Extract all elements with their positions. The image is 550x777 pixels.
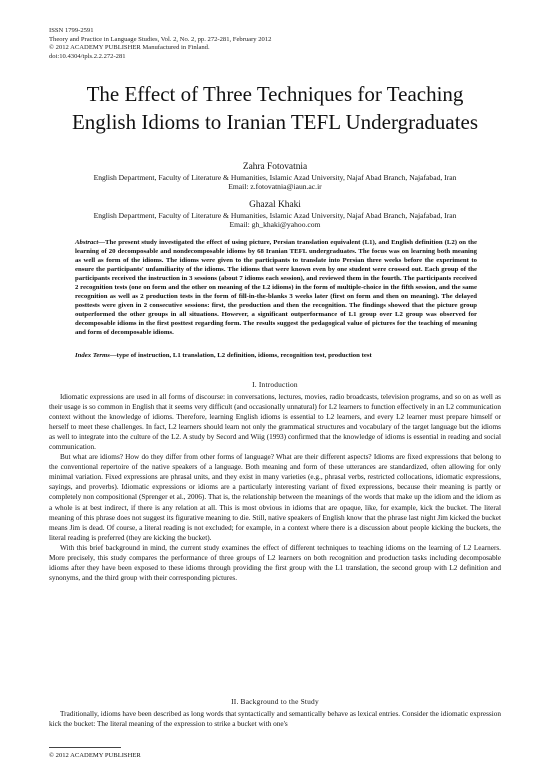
author-name: Zahra Fotovatnia <box>242 162 308 172</box>
author-email: Email: gh_khaki@yahoo.com <box>229 220 321 230</box>
author-block <box>30 161 520 192</box>
section-body <box>49 709 501 729</box>
author-affiliation: English Department, Faculty of Literature & Humanities, Islamic Azad University, Najaf Abad Branch, Najafabad, Iran <box>93 211 457 220</box>
doi: doi:10.4304/tpls.2.2.272-281 <box>49 52 126 60</box>
paragraph: Traditionally, idioms have been described as long words that syntactically and semantically behave as lexical entries. Consider the idiomatic expression kick the bucket: The literal meaning of the expression to strike a bucket with one's <box>49 710 501 729</box>
author-email: Email: z.fotovatnia@iaun.ac.ir <box>228 182 322 192</box>
journal-citation: Theory and Practice in Language Studies, Vol. 2, No. 2, pp. 272-281, February 2012 <box>49 35 272 43</box>
title-line-2: English Idioms to Iranian TEFL Undergraduates <box>71 110 479 134</box>
copyright-line: © 2012 ACADEMY PUBLISHER Manufactured in Finland. <box>49 44 210 52</box>
paragraph: With this brief background in mind, the current study examines the effect of different techniques to teaching idioms on the learning of L2 Learners. More precisely, this study compares the performance of three groups of L2 learners on both recognition and production tasks including decomposable idioms after they have been exposed to these idioms through providing the first group with the L1 translation, the second group with L2 definition and synonyms, and the third group with their corresponding pictures. <box>49 543 501 582</box>
issn: ISSN 1799-2591 <box>49 27 94 34</box>
index-terms-text: —type of instruction, L1 translation, L2 definition, idioms, recognition test, production test <box>109 352 372 359</box>
index-terms <box>75 351 477 360</box>
author-name: Ghazal Khaki <box>249 200 301 210</box>
abstract-label: Abstract <box>75 239 99 246</box>
index-terms-label: Index Terms <box>75 352 110 359</box>
paragraph: But what are idioms? How do they differ from other forms of language? What are their different aspects? Idioms are fixed expressions that belong to the conventional repertoire of the native speakers of a language. Both meaning and form of these utterances are standardized, often allowing for only minimal variation. Fixed expressions are phrasal units, and they exist in many varieties (e.g., phrasal verbs, restricted collocations, idiomatic expressions, sayings, and proverbs). Idiomatic expressions or idioms are a particularly interesting variant of fixed expressions, because their meaning is partly or completely non compositional (Sprenger et al., 2006). That is, the relationship between the meanings of the words that make up the idiom and the idiom as a whole is at best indirect, if there is any relation at all. This is most obvious in idioms that are opaque, like, for example, kick the bucket. The literal meaning of this phrase does not suggest its figurative meaning to die. Still, native speakers of English know that the phrase last night Jim kicked the bucket means Jim is dead. Of course, a literal reading is not excluded; for example, in a context where there is a discussion about people kicking the buckets, the literal reading is preferred (they are kicking the bucket). <box>49 453 501 542</box>
abstract-text: —The present study investigated the effect of using picture, Persian translation equivalent (L1), and English definition (L2) on the learning of 20 decomposable and nondecomposable idioms by 68 Iranian TEFL undergraduates. The focus was on learning both meaning as well as form of the idioms. The idioms were given to the participants to translate into Persian three weeks before the experiment to ensure the participants' unfamiliarity of the idioms. The idioms that were known even by one student were crossed out. Each group of the participants received the instruction in 3 sessions (about 7 idioms each session), and reviewed them in the fourth. The participants received 2 recognition tests (one on form and the other on meaning of the L2 idioms) in the form of multiple-choice in the fifth session, and the same recognition as well as 2 production tests in the form of fill-in-the-blanks 3 weeks later (first on form and then on meaning). The delayed posttests were given in 2 consecutive sessions: first, the production and then the recognition. The findings showed that the picture group outperformed the other groups in all situations. However, a significant outperformance of L1 group over L2 group was observed for decomposable idioms in the first posttest regarding form. The results suggest the pedagogical value of pictures for the teaching of meaning and form of decomposable idioms. <box>75 239 477 337</box>
paragraph: Idiomatic expressions are used in all forms of discourse: in conversations, lectures, movies, radio broadcasts, television programs, and so on as well as their usage is so common in English that it seems very difficult (and occasionally unnatural) for L2 learners to function effectively in an L2 communication context without the knowledge of idioms. Therefore, learning English idioms is essential to L2 learners, and every L2 learner must prepare himself or herself to meet these challenges. In fact, L2 learners should learn not only the grammatical structures and vocabulary of the target language but the idioms as well to integrate into the culture of the L2. A study by Secord and Wiig (1993) confirmed that the knowledge of idioms is essential in reading and social communication. <box>49 393 501 452</box>
section-heading: II. Background to the Study <box>231 697 319 706</box>
author-affiliation: English Department, Faculty of Literature & Humanities, Islamic Azad University, Najaf Abad Branch, Najafabad, Iran <box>93 173 457 182</box>
author-block <box>30 199 520 230</box>
section-body <box>49 392 501 583</box>
abstract <box>75 238 477 337</box>
title-line-1: The Effect of Three Techniques for Teaching <box>86 82 464 106</box>
paper-title <box>30 80 520 136</box>
page-footer: © 2012 ACADEMY PUBLISHER <box>49 752 141 759</box>
section-heading: I. Introduction <box>252 380 298 389</box>
journal-header <box>49 27 271 61</box>
footer-rule <box>49 747 121 748</box>
